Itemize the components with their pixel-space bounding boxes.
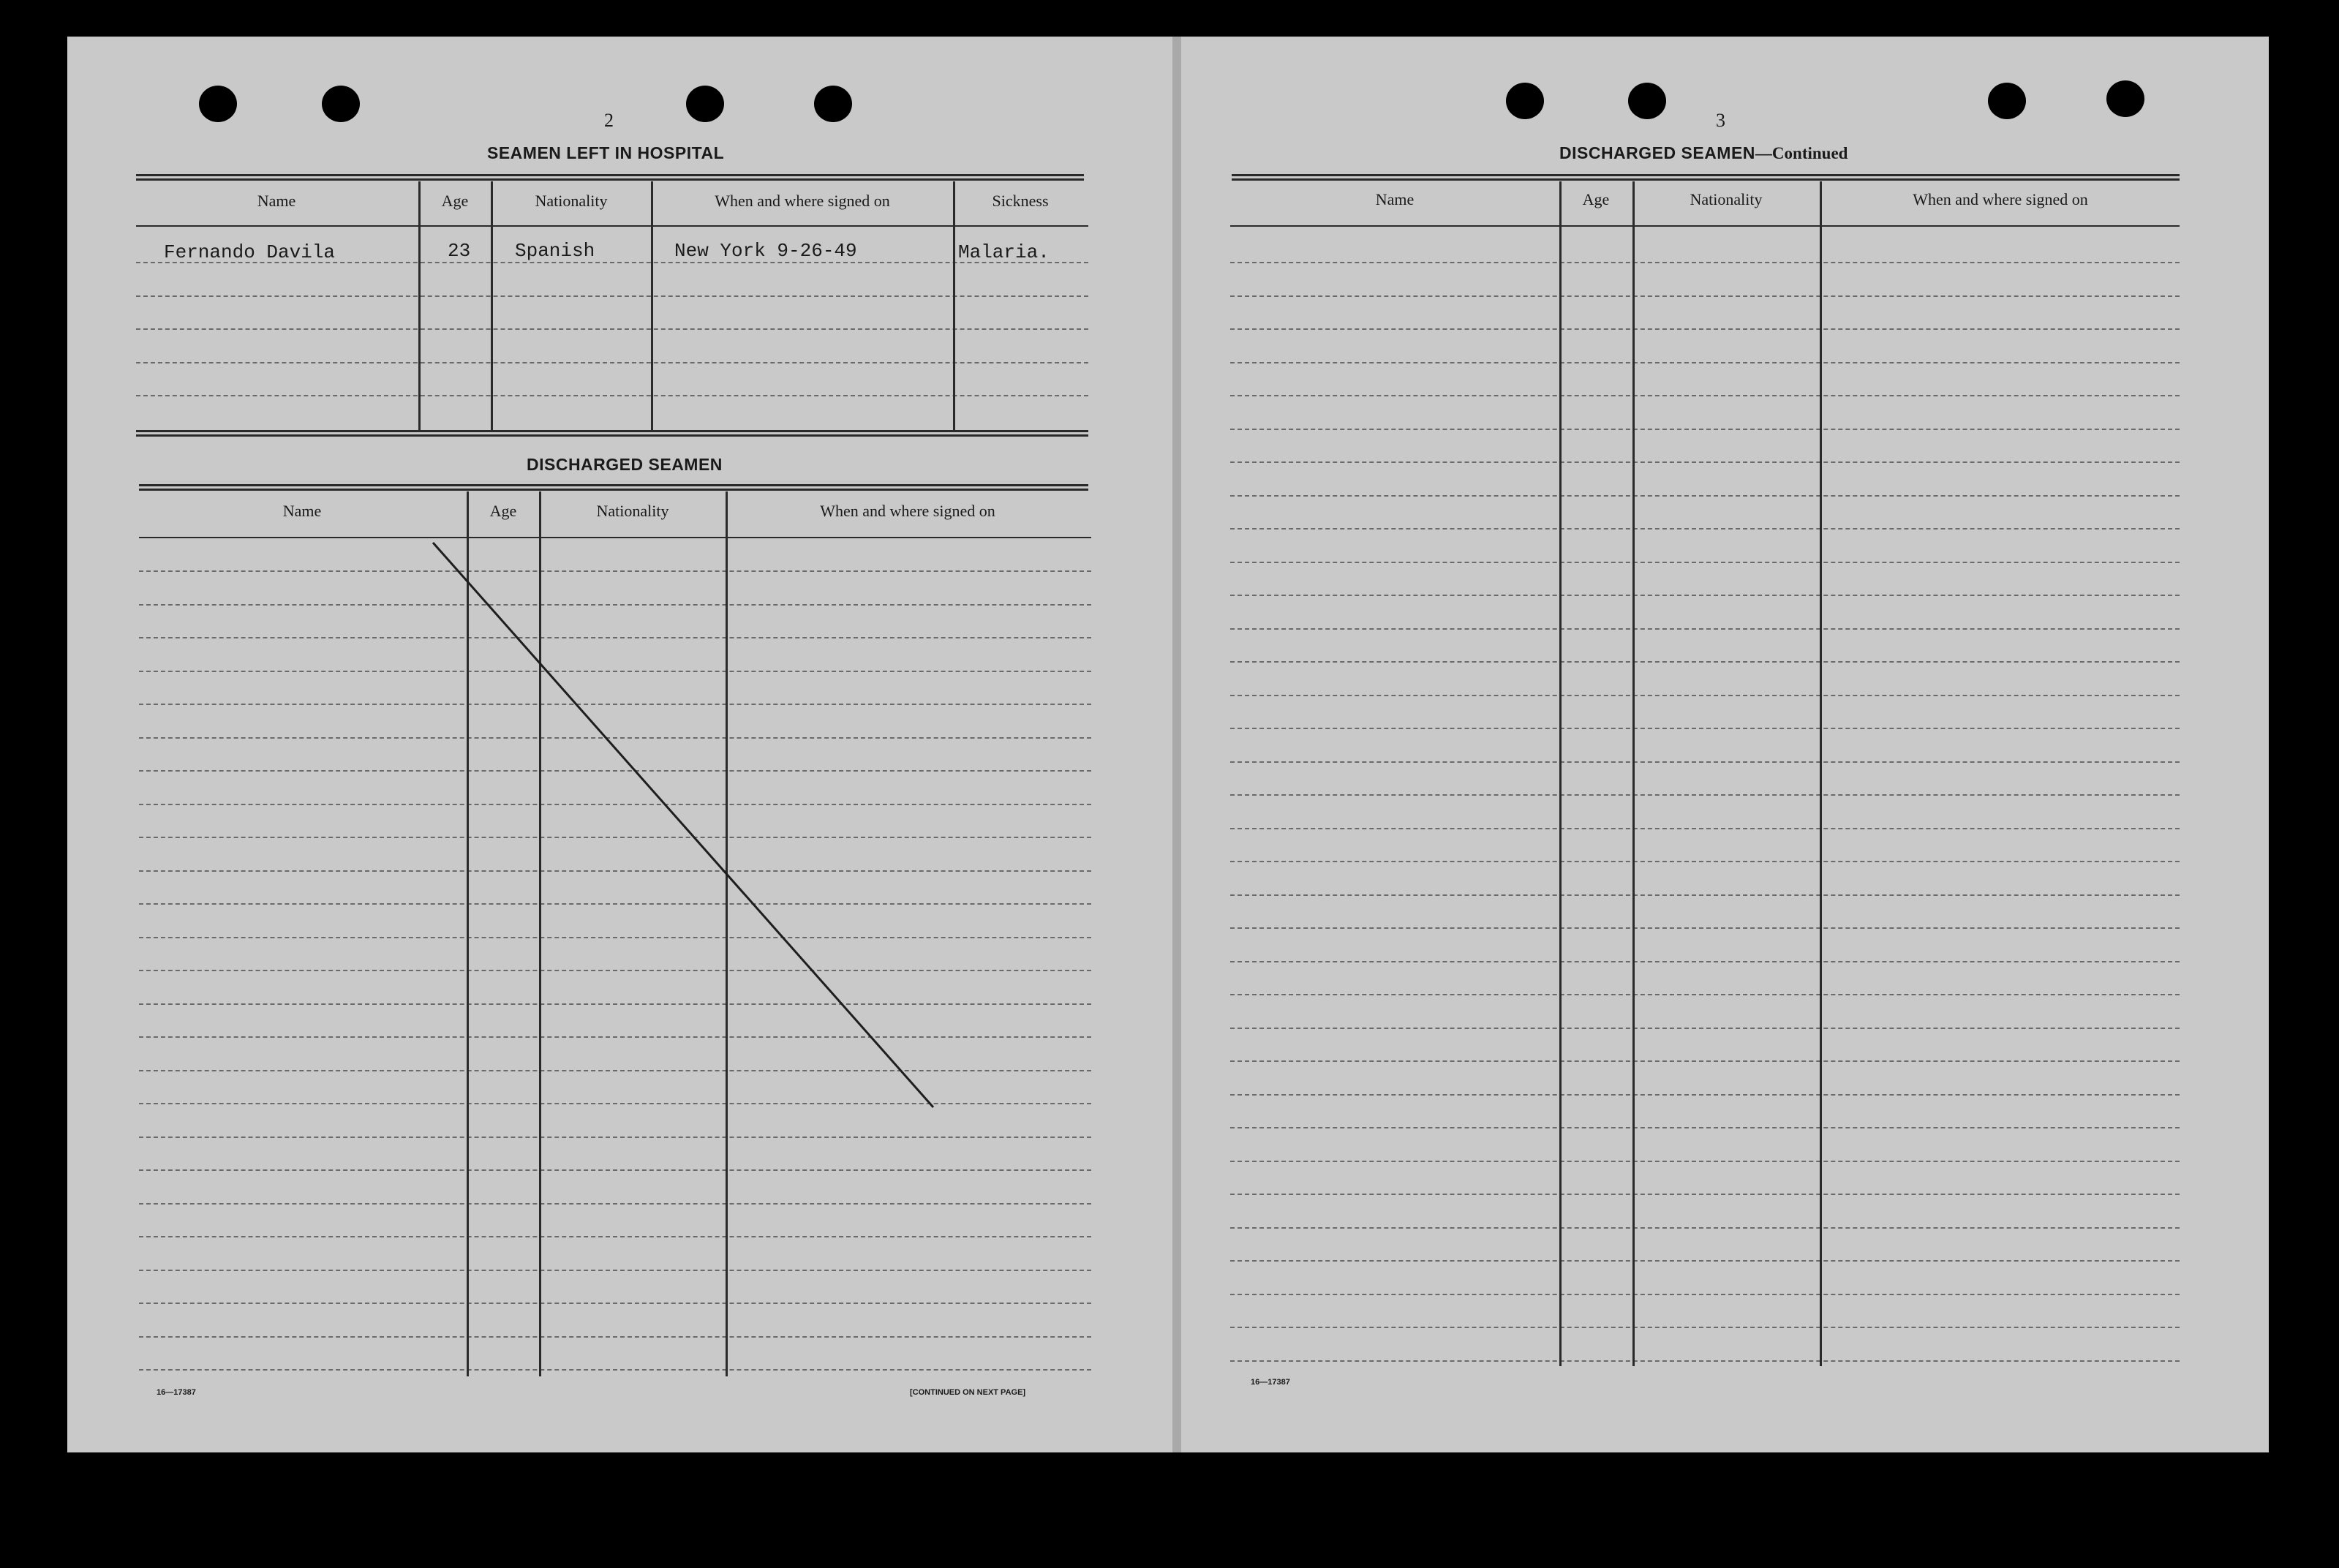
column-header-signed-on: When and where signed on <box>820 502 995 520</box>
ruled-line <box>1230 595 2180 596</box>
column-header-nationality: Nationality <box>596 502 669 520</box>
ruled-line <box>1230 1227 2180 1229</box>
ruled-line <box>1230 1194 2180 1195</box>
ruled-line <box>1230 528 2180 529</box>
ruled-line <box>1230 1327 2180 1328</box>
page-number: 2 <box>604 110 614 131</box>
seaman-name: Fernando Davila <box>164 241 336 263</box>
ruled-line <box>1230 1060 2180 1062</box>
ruled-line <box>1230 362 2180 363</box>
ruled-line <box>1230 1294 2180 1295</box>
ruled-line <box>1230 628 2180 630</box>
ruled-line <box>1230 927 2180 929</box>
ruled-line <box>1230 994 2180 995</box>
ruled-line <box>1230 262 2180 263</box>
form-number: 16—17387 <box>157 1388 196 1397</box>
ruled-line <box>1230 395 2180 396</box>
ruled-line <box>1230 429 2180 430</box>
ruled-line <box>1230 1260 2180 1262</box>
ruled-line <box>1230 495 2180 497</box>
ruled-line <box>1230 861 2180 862</box>
column-rule <box>1820 181 1822 1366</box>
title-main: DISCHARGED SEAMEN <box>1559 143 1755 162</box>
continued-note: [CONTINUED ON NEXT PAGE] <box>910 1388 1026 1397</box>
column-header-name: Name <box>257 192 296 210</box>
header-rule <box>1230 225 2180 227</box>
column-header-sickness: Sickness <box>992 192 1049 210</box>
table-top-rule <box>1232 174 2180 181</box>
discharged-section-title: DISCHARGED SEAMEN <box>527 455 723 474</box>
ruled-line <box>1230 894 2180 896</box>
seaman-age: 23 <box>448 240 471 262</box>
ruled-line <box>1230 794 2180 796</box>
ruled-line <box>1230 328 2180 330</box>
signed-on-place-date: New York 9-26-49 <box>674 240 857 262</box>
column-header-name: Name <box>282 502 322 520</box>
ruled-line <box>1230 661 2180 663</box>
ruled-line <box>1230 562 2180 563</box>
discharged-continued-title <box>1559 143 1848 163</box>
column-header-name: Name <box>1375 190 1415 208</box>
column-header-age: Age <box>489 502 517 520</box>
column-header-nationality: Nationality <box>535 192 608 210</box>
sickness: Malaria. <box>958 241 1050 263</box>
seaman-nationality: Spanish <box>515 240 595 262</box>
title-continued: —Continued <box>1755 144 1848 162</box>
ruled-line <box>1230 728 2180 729</box>
ruled-line <box>1230 1127 2180 1128</box>
ruled-line <box>1230 1028 2180 1029</box>
ruled-line <box>1230 961 2180 962</box>
column-rule <box>1632 181 1635 1366</box>
ruled-line <box>1230 761 2180 763</box>
column-header-nationality: Nationality <box>1690 190 1763 208</box>
column-header-signed-on: When and where signed on <box>715 192 890 210</box>
column-header-signed-on: When and where signed on <box>1913 190 2088 208</box>
ruled-line <box>1230 295 2180 297</box>
column-header-age: Age <box>1582 190 1610 208</box>
ruled-line <box>1230 1360 2180 1362</box>
ruled-line <box>1230 1161 2180 1162</box>
form-number: 16—17387 <box>1251 1378 1290 1387</box>
ruled-line <box>1230 1094 2180 1096</box>
hospital-section-title: SEAMEN LEFT IN HOSPITAL <box>487 143 725 162</box>
column-rule <box>1559 181 1562 1366</box>
ruled-line <box>1230 461 2180 463</box>
ruled-line <box>1230 695 2180 696</box>
ruled-line <box>1230 828 2180 829</box>
column-header-age: Age <box>441 192 469 210</box>
page-number: 3 <box>1716 110 1725 131</box>
